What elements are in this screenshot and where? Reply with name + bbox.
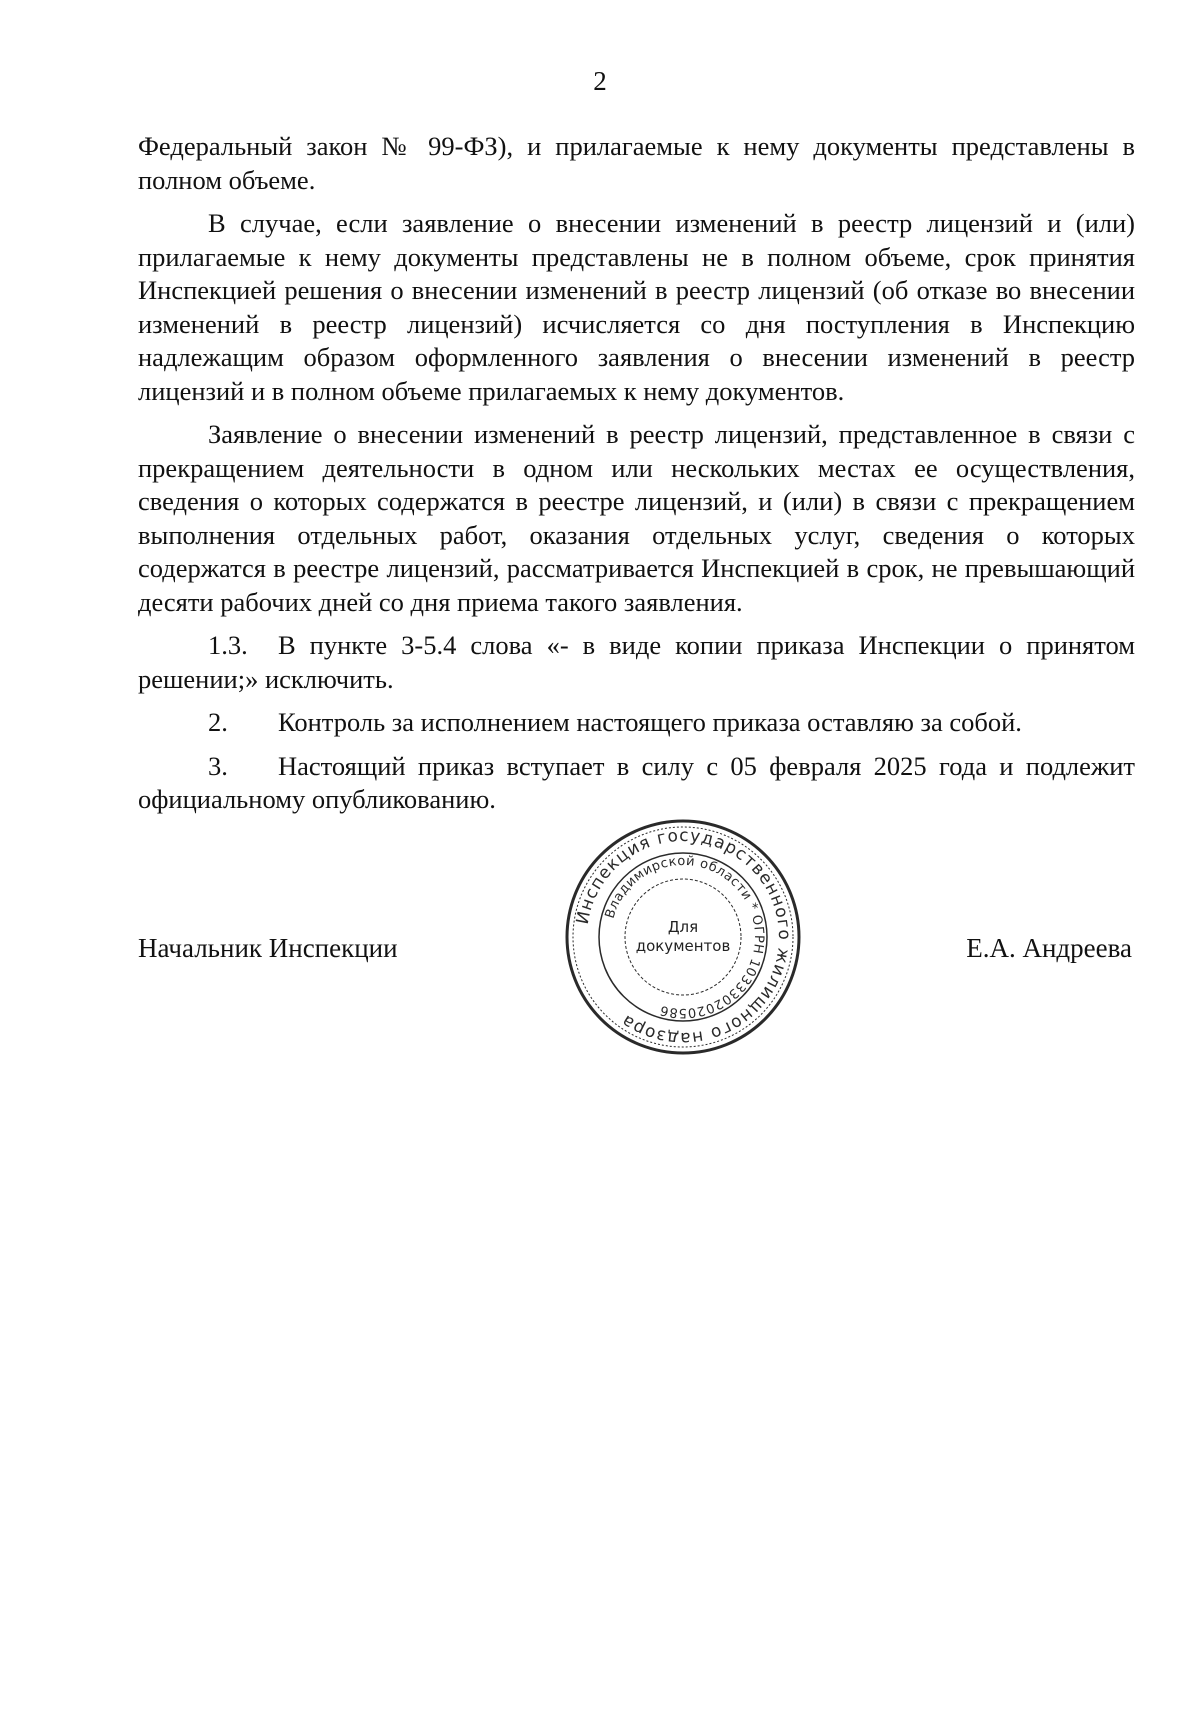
paragraph-continuation: Федеральный закон № 99-ФЗ), и прилагаемые к нему документы представлены в полном объеме. — [138, 131, 1135, 195]
item-text: Настоящий приказ вступает в силу с 05 февраля 2025 года и подлежит официальному опубликованию. — [138, 750, 1135, 814]
signatory-position: Начальник Инспекции — [138, 933, 398, 963]
document-body — [138, 130, 1135, 827]
item-1-3 — [138, 629, 1135, 696]
item-text: Контроль за исполнением настоящего приказа оставляю за собой. — [278, 707, 1022, 737]
seal-outer-text: Инспекция государственного жилищного надзора — [572, 825, 795, 1049]
page-number: 2 — [593, 66, 607, 96]
item-3 — [138, 750, 1135, 817]
paragraph-incomplete-documents: В случае, если заявление о внесении изменений в реестр лицензий и (или) прилагаемые к нему документы представлены не в полном объеме, срок принятия Инспекцией решения о внесении изменений в реестр лицензий (об отказе во внесении изменений в реестр лицензий) исчисляется со дня поступления в Инспекцию надлежащим образом оформленного заявления о внесении изменений в реестр лицензий и в полном объеме прилагаемых к нему документов. — [138, 208, 1135, 406]
paragraph-termination-review: Заявление о внесении изменений в реестр лицензий, представленное в связи с прекращением деятельности в одном или нескольких местах ее осуществления, сведения о которых содержатся в реестре лицензий, и (или) в связи с прекращением выполнения отдельных работ, оказания отдельных услуг, сведения о которых содержатся в реестре лицензий, рассматривается Инспекцией в срок, не превышающий десяти рабочих дней со дня приема такого заявления. — [138, 419, 1135, 617]
signatory-name: Е.А. Андреева — [966, 933, 1132, 963]
item-number: 2. — [208, 707, 228, 737]
item-number: 1.3. — [208, 630, 248, 660]
official-seal — [562, 816, 804, 1058]
item-2 — [138, 706, 1135, 740]
seal-middle-text: Владимирской области * ОГРН 1033302020586 — [602, 853, 767, 1021]
item-text: В пункте 3-5.4 слова «- в виде копии приказа Инспекции о принятом решении;» исключить. — [138, 630, 1135, 694]
seal-center-line2: документов — [635, 937, 731, 955]
seal-center-line1: Для — [667, 918, 699, 936]
seal-graphic — [562, 816, 804, 1058]
item-number: 3. — [208, 750, 228, 781]
